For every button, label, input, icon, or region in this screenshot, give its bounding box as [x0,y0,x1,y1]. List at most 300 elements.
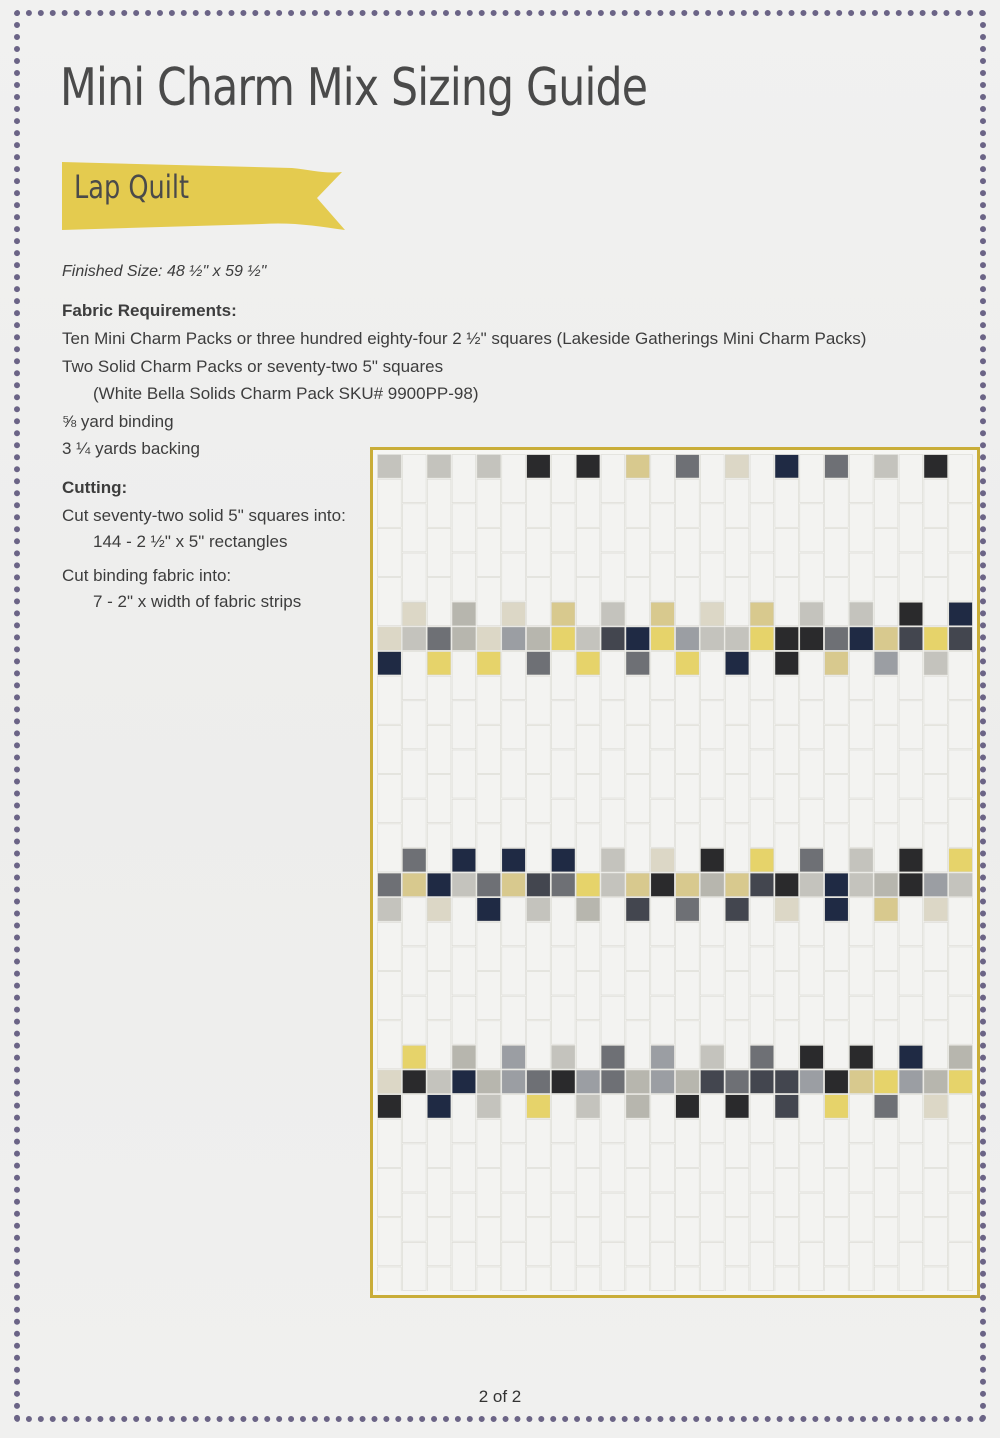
white-rectangle [849,750,873,798]
white-rectangle [527,775,551,823]
white-rectangle [651,455,675,503]
white-rectangle [825,1218,849,1266]
charm-square [849,627,873,650]
white-rectangle [750,750,774,798]
white-rectangle [676,1169,700,1217]
charm-square [477,873,501,896]
white-rectangle [949,996,973,1044]
page-number: 2 of 2 [478,1387,522,1406]
quilt-block-grid [377,454,973,1291]
charm-square [651,873,675,896]
charm-square [849,1045,873,1068]
white-rectangle [576,824,600,872]
charm-square [775,898,799,921]
white-rectangle [427,528,451,576]
white-rectangle [378,1021,402,1069]
white-rectangle [527,528,551,576]
white-rectangle [452,701,476,749]
white-rectangle [825,972,849,1020]
white-rectangle [700,947,724,995]
white-rectangle [527,578,551,626]
white-rectangle [750,1095,774,1143]
white-rectangle [874,1169,898,1217]
cutting-list [62,502,346,614]
white-rectangle [427,824,451,872]
white-rectangle [378,1267,402,1291]
white-rectangle [849,455,873,503]
white-rectangle [924,775,948,823]
charm-square [949,1045,973,1068]
white-rectangle [800,553,824,601]
white-rectangle [874,922,898,970]
charm-square [626,455,650,478]
white-rectangle [651,947,675,995]
white-rectangle [477,972,501,1020]
charm-square [775,627,799,650]
white-rectangle [676,1119,700,1167]
charm-square [750,1070,774,1093]
charm-square [899,602,923,625]
charm-square [825,652,849,675]
white-rectangle [527,479,551,527]
white-rectangle [626,725,650,773]
white-rectangle [800,652,824,700]
charm-square [626,873,650,896]
white-rectangle [949,947,973,995]
white-rectangle [924,1169,948,1217]
white-rectangle [601,947,625,995]
list-item: Two Solid Charm Packs or seventy-two 5" squares [62,356,444,376]
white-rectangle [825,775,849,823]
charm-square [427,1070,451,1093]
charm-square [949,848,973,871]
charm-square [676,1095,700,1118]
white-rectangle [551,701,575,749]
charm-square [899,873,923,896]
charm-square [427,873,451,896]
white-rectangle [750,1193,774,1241]
charm-square [849,602,873,625]
white-rectangle [502,455,526,503]
charm-square [700,602,724,625]
charm-square [651,848,675,871]
charm-square [402,1070,426,1093]
white-rectangle [551,1193,575,1241]
white-rectangle [800,996,824,1044]
charm-square [700,1070,724,1093]
charm-square [378,1070,402,1093]
white-rectangle [899,750,923,798]
charm-square [626,1070,650,1093]
white-rectangle [576,528,600,576]
white-rectangle [899,996,923,1044]
white-rectangle [825,578,849,626]
white-rectangle [725,1021,749,1069]
charm-square [924,652,948,675]
white-rectangle [899,652,923,700]
charm-square [527,1070,551,1093]
white-rectangle [700,1095,724,1143]
white-rectangle [750,947,774,995]
list-item: ⅝ yard binding [62,411,174,431]
charm-square [502,1070,526,1093]
white-rectangle [427,676,451,724]
white-rectangle [626,1021,650,1069]
white-rectangle [527,676,551,724]
white-rectangle [651,1144,675,1192]
white-rectangle [626,578,650,626]
white-rectangle [502,1193,526,1241]
white-rectangle [651,799,675,847]
charm-square [551,602,575,625]
white-rectangle [452,1095,476,1143]
charm-square [676,898,700,921]
charm-square [949,627,973,650]
white-rectangle [378,725,402,773]
white-rectangle [601,799,625,847]
charm-square [427,1095,451,1118]
white-rectangle [402,996,426,1044]
white-rectangle [378,1119,402,1167]
white-rectangle [576,479,600,527]
white-rectangle [949,1095,973,1143]
white-rectangle [651,1193,675,1241]
charm-square [651,1070,675,1093]
charm-square [874,898,898,921]
white-rectangle [477,1119,501,1167]
white-rectangle [601,701,625,749]
white-rectangle [775,725,799,773]
white-rectangle [427,775,451,823]
white-rectangle [924,1267,948,1291]
white-rectangle [750,1144,774,1192]
white-rectangle [626,972,650,1020]
white-rectangle [427,479,451,527]
white-rectangle [626,528,650,576]
white-rectangle [378,1218,402,1266]
white-rectangle [576,1169,600,1217]
charm-square [527,1095,551,1118]
white-rectangle [452,504,476,552]
list-item: 7 - 2" x width of fabric strips [93,592,302,611]
white-rectangle [849,1144,873,1192]
white-rectangle [800,504,824,552]
white-rectangle [874,1218,898,1266]
charm-square [676,873,700,896]
white-rectangle [452,1144,476,1192]
white-rectangle [601,1242,625,1290]
white-rectangle [502,750,526,798]
charm-square [924,1095,948,1118]
white-rectangle [551,455,575,503]
white-rectangle [700,701,724,749]
charm-square [825,1070,849,1093]
white-rectangle [527,1218,551,1266]
white-rectangle [502,701,526,749]
charm-square [477,1070,501,1093]
charm-square [477,455,501,478]
white-rectangle [427,1218,451,1266]
charm-square [551,1045,575,1068]
charm-square [427,652,451,675]
white-rectangle [502,799,526,847]
white-rectangle [725,775,749,823]
white-rectangle [849,947,873,995]
white-rectangle [502,652,526,700]
white-rectangle [626,1119,650,1167]
white-rectangle [551,1144,575,1192]
white-rectangle [676,725,700,773]
charm-square [874,1070,898,1093]
charm-square [452,1070,476,1093]
white-rectangle [775,578,799,626]
white-rectangle [924,1119,948,1167]
white-rectangle [626,479,650,527]
charm-square [775,652,799,675]
white-rectangle [949,701,973,749]
white-rectangle [402,1242,426,1290]
white-rectangle [427,922,451,970]
white-rectangle [527,1267,551,1291]
charm-square [874,627,898,650]
charm-square [874,1095,898,1118]
white-rectangle [949,652,973,700]
charm-square [402,602,426,625]
white-rectangle [800,1193,824,1241]
page-title: Mini Charm Mix Sizing Guide [60,58,648,118]
white-rectangle [551,947,575,995]
charm-square [849,1070,873,1093]
charm-square [924,455,948,478]
white-rectangle [626,1267,650,1291]
charm-square [601,1070,625,1093]
charm-square [452,848,476,871]
white-rectangle [899,701,923,749]
charm-square [775,873,799,896]
charm-square [502,602,526,625]
charm-square [725,652,749,675]
charm-square [949,602,973,625]
charm-square [700,627,724,650]
charm-square [601,1045,625,1068]
white-rectangle [378,824,402,872]
white-rectangle [527,922,551,970]
white-rectangle [527,1119,551,1167]
white-rectangle [477,922,501,970]
fabric-requirements-heading: Fabric Requirements: [62,301,237,320]
charm-square [527,873,551,896]
charm-square [502,1045,526,1068]
charm-square [924,1070,948,1093]
white-rectangle [601,455,625,503]
charm-square [725,873,749,896]
white-rectangle [825,676,849,724]
white-rectangle [601,1193,625,1241]
charm-square [626,627,650,650]
white-rectangle [899,898,923,946]
white-rectangle [477,824,501,872]
charm-square [551,1070,575,1093]
white-rectangle [849,799,873,847]
white-rectangle [427,725,451,773]
charm-square [576,455,600,478]
white-rectangle [676,922,700,970]
white-rectangle [502,947,526,995]
charm-square [750,627,774,650]
charm-square [452,602,476,625]
white-rectangle [651,1095,675,1143]
charm-square [775,1070,799,1093]
white-rectangle [849,1242,873,1290]
charm-square [502,627,526,650]
white-rectangle [402,1193,426,1241]
white-rectangle [849,553,873,601]
white-rectangle [725,725,749,773]
charm-square [700,848,724,871]
charm-square [725,627,749,650]
charm-square [775,455,799,478]
white-rectangle [949,455,973,503]
charm-square [378,455,402,478]
charm-square [750,848,774,871]
white-rectangle [452,996,476,1044]
white-rectangle [700,1144,724,1192]
white-rectangle [800,799,824,847]
white-rectangle [651,996,675,1044]
white-rectangle [651,504,675,552]
charm-square [725,1070,749,1093]
white-rectangle [949,1242,973,1290]
charm-square [800,848,824,871]
white-rectangle [775,1119,799,1167]
white-rectangle [378,479,402,527]
white-rectangle [700,1242,724,1290]
charm-square [402,848,426,871]
white-rectangle [527,725,551,773]
white-rectangle [576,922,600,970]
white-rectangle [676,1218,700,1266]
white-rectangle [378,578,402,626]
white-rectangle [378,972,402,1020]
charm-square [626,898,650,921]
white-rectangle [601,750,625,798]
charm-square [849,873,873,896]
white-rectangle [601,898,625,946]
white-rectangle [576,725,600,773]
list-item: (White Bella Solids Charm Pack SKU# 9900PP-98) [93,384,479,403]
charm-square [949,1070,973,1093]
white-rectangle [825,922,849,970]
cutting-heading: Cutting: [62,478,128,497]
white-rectangle [527,1169,551,1217]
white-rectangle [676,972,700,1020]
charm-square [924,898,948,921]
white-rectangle [899,1242,923,1290]
white-rectangle [924,1021,948,1069]
white-rectangle [402,1095,426,1143]
white-rectangle [452,455,476,503]
white-rectangle [750,996,774,1044]
white-rectangle [551,1242,575,1290]
white-rectangle [924,824,948,872]
list-item: 3 ¼ yards backing [62,439,200,458]
white-rectangle [849,701,873,749]
white-rectangle [874,972,898,1020]
charm-square [527,455,551,478]
charm-square [899,627,923,650]
white-rectangle [477,1218,501,1266]
white-rectangle [676,578,700,626]
charm-square [700,1045,724,1068]
white-rectangle [899,1144,923,1192]
charm-square [402,627,426,650]
white-rectangle [502,553,526,601]
charm-square [452,627,476,650]
white-rectangle [924,1218,948,1266]
white-rectangle [874,528,898,576]
white-rectangle [899,1193,923,1241]
white-rectangle [849,1193,873,1241]
white-rectangle [402,701,426,749]
white-rectangle [551,652,575,700]
white-rectangle [899,1095,923,1143]
white-rectangle [427,1119,451,1167]
charm-square [427,627,451,650]
white-rectangle [874,479,898,527]
white-rectangle [452,1193,476,1241]
charm-square [601,848,625,871]
charm-square [800,627,824,650]
charm-square [378,873,402,896]
charm-square [378,1095,402,1118]
charm-square [576,627,600,650]
white-rectangle [800,898,824,946]
white-rectangle [452,898,476,946]
charm-square [576,873,600,896]
white-rectangle [825,725,849,773]
white-rectangle [775,528,799,576]
white-rectangle [825,479,849,527]
charm-square [874,652,898,675]
white-rectangle [601,652,625,700]
charm-square [800,873,824,896]
charm-square [576,1095,600,1118]
white-rectangle [949,799,973,847]
white-rectangle [750,455,774,503]
white-rectangle [700,504,724,552]
white-rectangle [576,972,600,1020]
white-rectangle [402,799,426,847]
white-rectangle [949,1144,973,1192]
white-rectangle [676,1267,700,1291]
white-rectangle [576,1021,600,1069]
white-rectangle [601,1144,625,1192]
white-rectangle [725,1119,749,1167]
white-rectangle [576,1267,600,1291]
charm-square [452,1045,476,1068]
white-rectangle [452,553,476,601]
white-rectangle [477,676,501,724]
white-rectangle [874,676,898,724]
white-rectangle [725,578,749,626]
charm-square [825,873,849,896]
white-rectangle [775,775,799,823]
white-rectangle [725,922,749,970]
charm-square [849,848,873,871]
charm-square [551,627,575,650]
white-rectangle [725,972,749,1020]
white-rectangle [874,725,898,773]
